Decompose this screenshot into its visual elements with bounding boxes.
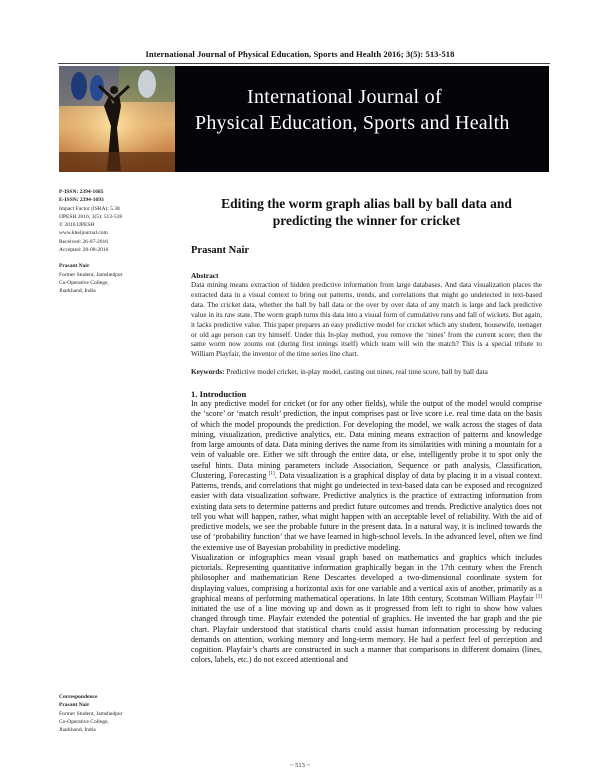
paper-title: Editing the worm graph alias ball by ball data and predicting the winner for cricket [221, 196, 512, 228]
paragraph-text: In any predictive model for cricket (or for any other fields), while the output of the model would comprise the ‘score’ or ‘match result’ prediction, the input comprises past or live score i.e. real time data on the basis of which the model propounds the prediction. For developing the model, we walk across the stages of data mining, visualization, predictive analytics, etc. Data mining means extraction of patterns and knowledge from large amounts of data. Data mining derives the name from its similarities with mining a mountain for a vein of valuable ore. Either we sift through the entire data, or else, intelligently probe it to spot only the useful hints. Data mining parameters include Association, Sequence or path analysis, Classification, Clustering, Forecasting [191, 399, 542, 480]
correspondence-affiliation-line: Co-Operative College, [59, 718, 109, 725]
copyright: © 2016 IJPESH [59, 222, 95, 229]
keywords [191, 368, 542, 378]
banner-title-line-1: International Journal of [247, 86, 442, 108]
correspondence-affiliation-line: Jharkhand, India [59, 727, 96, 734]
sidebar-affiliation-line: Jharkhand, India [59, 288, 96, 295]
received-date: Received: 26-07-2016 [59, 238, 109, 245]
correspondence-block [59, 693, 177, 734]
website-link[interactable]: www.kheljournal.com [59, 230, 108, 237]
sidebar-author-name: Prasant Nair [59, 263, 90, 270]
article-main-column [191, 195, 542, 666]
sports-collage-image [59, 66, 179, 172]
paragraph-text: . Data visualization is a graphical display of data by placing it in a visual context. Patterns, trends, and correlations that might go undetected in text-based data can be exposed and recognized easier with data visualization software. Predictive analytics is the practice of extracting information from existing data sets to determine patterns and predict future outcomes and trends. Predictive analytics does not tell you what will happen, rather, what might happen with an acceptable level of reliability. With the aid of predictive models, we see the probable future in the present data. In a natural way, it is inclined towards the use of ‘probability function’ that we have learned in high-school levels. In the advanced level, often we find the extensive use of Bayesian probability in predictive modeling. [191, 470, 542, 552]
article-metadata-sidebar [59, 188, 177, 296]
impact-factor: Impact Factor (ISRA): 5.38 [59, 205, 120, 212]
citation-reference[interactable]: [2] [536, 594, 542, 600]
page-number: ~ 513 ~ [289, 762, 311, 769]
correspondence-affiliation-line: Former Student, Jamshedpur [59, 710, 123, 717]
paragraph-text: Visualization or infographics mean visual graph based on mathematics and graphics which includes pictorials. Representing quantitative information graphically began in the 17th century when the French philosopher and mathematician Rene Descartes developed a two-dimensional coordinate system for displaying values, comprising a horizontal axis for one variable and a vertical axis of another, primarily as a graphical means of performing mathematical operations. In late 18th century, Scotsman William Playfair [191, 552, 542, 603]
correspondence-name: Prasant Nair [59, 702, 90, 709]
journal-citation-header: International Journal of Physical Education, Sports and Health 2016; 3(5): 513-518 [145, 49, 455, 59]
p-issn: P-ISSN: 2394-1685 [59, 189, 104, 195]
accepted-date: Accepted: 28-08-2016 [59, 247, 109, 254]
ijpesh-reference: IJPESH 2016; 3(5): 513-518 [59, 213, 123, 220]
correspondence-label: Correspondence [59, 694, 98, 700]
header-divider [58, 63, 550, 64]
introduction-paragraph-1 [191, 399, 542, 553]
sidebar-affiliation-line: Former Student, Jamshedpur [59, 271, 123, 278]
journal-banner [59, 66, 549, 172]
banner-title-line-2: Physical Education, Sports and Health [195, 112, 510, 134]
keywords-text: Predictive model cricket, in-play model, casting out nines, real time score, ball by ball data [226, 368, 488, 377]
introduction-paragraph-2 [191, 553, 542, 666]
abstract-heading: Abstract [191, 271, 219, 280]
sidebar-affiliation-line: Co-Operative College, [59, 279, 109, 286]
keywords-label: Keywords: [191, 368, 225, 377]
introduction-heading: 1. Introduction [191, 389, 247, 400]
paper-author: Prasant Nair [191, 245, 250, 256]
abstract-text: Data mining means extraction of hidden predictive information from large databases. And data visualization places the extracted data in a visual context to bring out patterns, trends, and correlations that might go undetected in text-based data. The cricket data, whether the ball by ball data or the over by over data of any match is large and lack predictive value in its raw state. The worm graph turns this data into a visual form of cumulative runs and fall of wickets. But again, it lacks predictive value. This paper prepares an easy predictive model for cricket which any student, housewife, teenager or old age person can try himself. Under this In-play method, you remove the ‘nines’ from the current score; then the same worm now zooms out (during first innings itself) which team will win the match? This is a special tribute to William Playfair, the inventor of the time series line chart. [191, 281, 542, 359]
citation-reference[interactable]: [1] [268, 471, 275, 477]
e-issn: E-ISSN: 2394-1693 [59, 197, 104, 204]
paragraph-text: initiated the use of a line moving up and down as it progressed from left to right to show how values changed through time. Playfair extended the potential of graphics. He invented the bar graph and the pie chart. Playfair understood that statistical charts could assist human information processing by reducing demands on attention, working memory and long-term memory. He had a perfect feel of perception and cognition. Playfair’s charts are constructed in such a manner that comparisons in different domains (lines, colors, labels, etc.) do not exceed attentional and [191, 604, 542, 665]
